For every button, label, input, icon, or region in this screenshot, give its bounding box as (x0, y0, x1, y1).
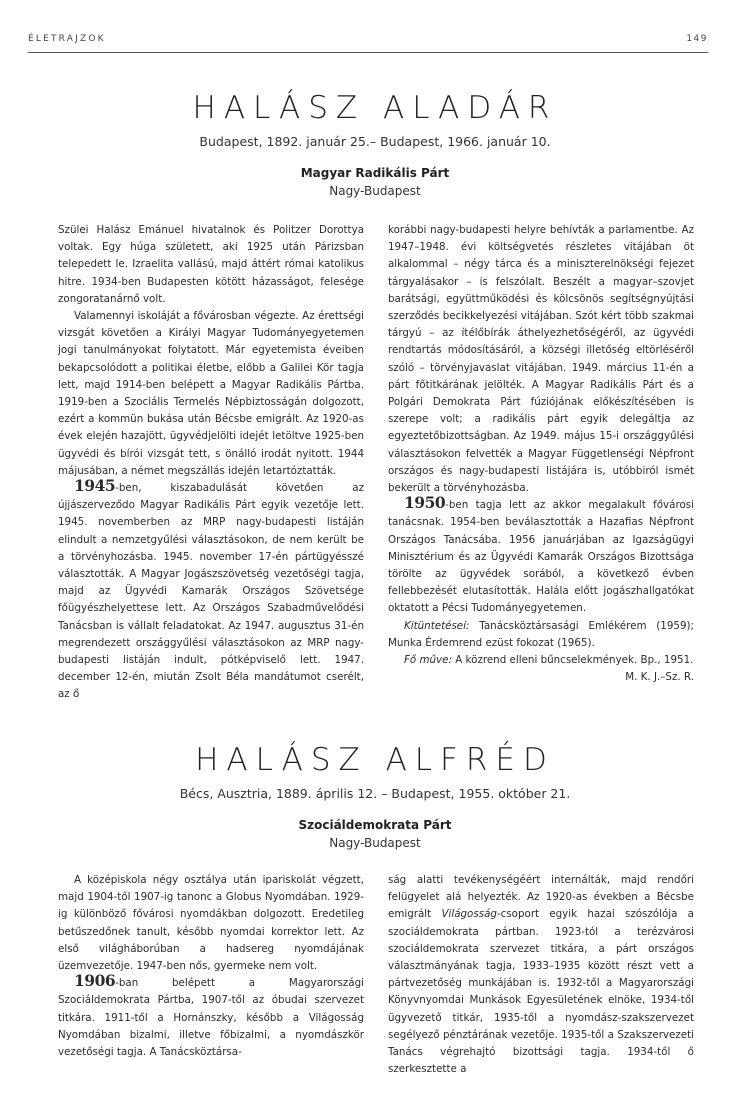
entry-name: HALÁSZ ALFRÉD (195, 742, 555, 778)
awards-text: Tanácsköztársasági Emlékérem (1959); Munka Érdemrend ezüst fokozat (1965). (388, 619, 694, 649)
awards-line (388, 618, 694, 652)
entry-party: Magyar Radikális Párt (300, 166, 450, 180)
paragraph (388, 493, 694, 617)
header-rule (28, 52, 708, 53)
left-column (58, 222, 364, 704)
running-head-section: ÉLETRAJZOK (28, 34, 106, 44)
entry-party: Szociáldemokrata Párt (298, 818, 452, 832)
paragraph: Szülei Halász Emánuel hivatalnok és Politzer Dorottya voltak. Egy húga született, aki 1925 után Párizsban telepedett le. Izraelita vallású, majd áttért római katolikus hitre. 1934-ben Budapesten kötött házasságot, felesége zongoratanárnő volt. (58, 224, 364, 305)
left-column (58, 872, 364, 1061)
entry-name: HALÁSZ ALADÁR (192, 90, 558, 126)
paragraph-text: -ben tagja lett az akkor megalakult fővárosi tanácsnak. 1954-ben beválasztották a Hazafias Népfront Országos Tanácsába. 1956 januárjában az Igazságügyi Minisztérium és az Ügyvédi Kamarák Országos Bizottsága törölte az ügyvédek sorából, a következő évben fellebbezését elutasították. Halála előtt jogászhallgatókat oktatott a Pécsi Tudományegyetemen. (388, 499, 694, 615)
paragraph: A középiskola négy osztálya után ipariskolát végzett, majd 1904-től 1907-ig tanonc a Globus Nyomdában. 1929-ig különböző fővárosi nyomdákban dolgozott. Eredetileg betűszedőnek tanult, később nyomdai korrektor lett. Az első világháborúban a hadsereg nyomdájának üzemvezetője. 1947-ben nős, gyermeke nem volt. (58, 874, 364, 973)
paragraph: Valamennyi iskoláját a fővárosban végezte. Az érettségi vizsgát követően a Királyi Magyar Tudományegyetemen jogi tanulmányokat folytatott. Már egyetemista éveiben bekapcsolódott a politikai életbe, előbb a Galilei Kör tagja lett, majd 1914-ben belépett a Magyar Radikális Pártba. 1919-ben a Szociális Termelés Népbiztosságán dolgozott, ezért a kommün bukása után Bécsbe emigrált. Az 1920-as évek elején hazajött, ügyvédjelölti idejét letöltve 1925-ben ügyvédi és bírói vizsgát tett, s önálló irodát nyitott. 1944 májusában, a német megszállás idején letartóztatták. (58, 310, 364, 477)
paragraph-text: -csoport egyik hazai szószólója a szociáldemokrata pártban. 1923-tól a terézvárosi szociáldemokrata szervezet titkára, a párt országos választmányának tagja, 1933–1935 között részt vett a pártvezetőség munkájában is. 1932-től a Magyarországi Könyvnyomdai Munkások Egyesületének elnöke, 1934-től ügyvezető titkár, 1935-től a nyomdász-szakszervezet segélyező pénztárának vezetője. 1935-től a Szakszervezeti Tanács végrehajtó bizottsági tagja. 1934-től ő szerkesztette a (388, 908, 694, 1076)
entry-dates: Bécs, Ausztria, 1889. április 12. – Budapest, 1955. október 21. (179, 786, 571, 801)
awards-label: Kitüntetései: (404, 619, 470, 632)
paragraph-text: -ban belépett a Magyarországi Szociáldemokrata Pártba, 1907-től az óbudai szervezet titkára. 1911-től a Hornánszky, később a Világosság Nyomdában bizalmi, illetve főbizalmi, a nyomdászkör vezetőségi tagja. A Tanácsköztársa- (58, 977, 364, 1059)
works-line (388, 652, 694, 669)
entry-region: Nagy-Budapest (329, 184, 421, 198)
entry-region: Nagy-Budapest (329, 836, 421, 850)
running-head (28, 34, 708, 50)
right-column (388, 872, 694, 1078)
page-number: 149 (686, 34, 708, 44)
paragraph: korábbi nagy-budapesti helyre behívták a parlamentbe. Az 1947–1948. évi költségvetés részletes vitájában öt alkalommal – négy tárca és a miniszterelnökségi fejezet tárgyalásakor – is felszólalt. Beszélt a magyar–szovjet barátsági, együttműködési és kölcsönös segítségnyújtási szerződés becikkelyezési vitájában. Szót kért több szakmai tárgyú – az ítélőbírák áthelyezhetőségéről, az ügyvédi rendtartás módosításáról, a községi illetőség eltörléséről szóló – törvényjavaslat vitájában. 1949. március 11-én a párt főtitkárának jelölték. A Magyar Radikális Párt és a Polgári Demokrata Párt fúziójának előkészítésében is szerepe volt; a radikális párt egyik delegáltja az egyeztetőbizottságban. Az 1949. május 15-i országgyűlési választásokon felvették a Magyar Függetlenségi Népfront országos és nagy-budapesti listájára is, utóbbiról ismét bekerült a törvényhozásba. (388, 224, 694, 495)
paragraph-text: ság alatti tevékenységéért internálták, majd rendőri felügyelet alá helyezték. Az 1920-as években a Bécsbe emigrált (388, 874, 694, 921)
year-marker: 1950 (404, 493, 446, 513)
entry-dates: Budapest, 1892. január 25.– Budapest, 1966. január 10. (199, 134, 551, 149)
right-column (388, 222, 694, 686)
paragraph (58, 476, 364, 704)
author-signature: M. K. J.–Sz. R. (625, 671, 694, 684)
works-text: A közrend elleni bűncselekmények. Bp., 1951. (451, 654, 694, 667)
year-marker: 1945 (74, 476, 116, 496)
works-label: Fő műve: (404, 654, 452, 667)
paragraph (388, 872, 694, 1078)
paragraph (58, 971, 364, 1061)
italic-title: Világosság (441, 908, 497, 921)
paragraph-text: -ben, kiszabadulását követően az újjászerveződo Magyar Radikális Párt egyik vezetője lett. 1945. novemberben az MRP nagy-budapesti listáján elindult a nemzetgyűlési választásokon, de nem került be a törvényhozásba. 1945. november 17-én pártügyésszé választották. A Magyar Jogászszövetség vezetőségi tagja, majd az Ügyvédi Kamarák Országos Szövetsége főügyészhelyettese lett. Az Országos Szabadművelődési Tanácsban is vállalt feladatokat. Az 1947. augusztus 31-én megrendezett országgyűlési választásokon az MRP nagy-budapesti listáján indult, pótképviselő lett. 1947. december 12-én, miután Zsolt Béla mandátumot cserélt, az ő (58, 482, 364, 701)
year-marker: 1906 (74, 971, 116, 991)
